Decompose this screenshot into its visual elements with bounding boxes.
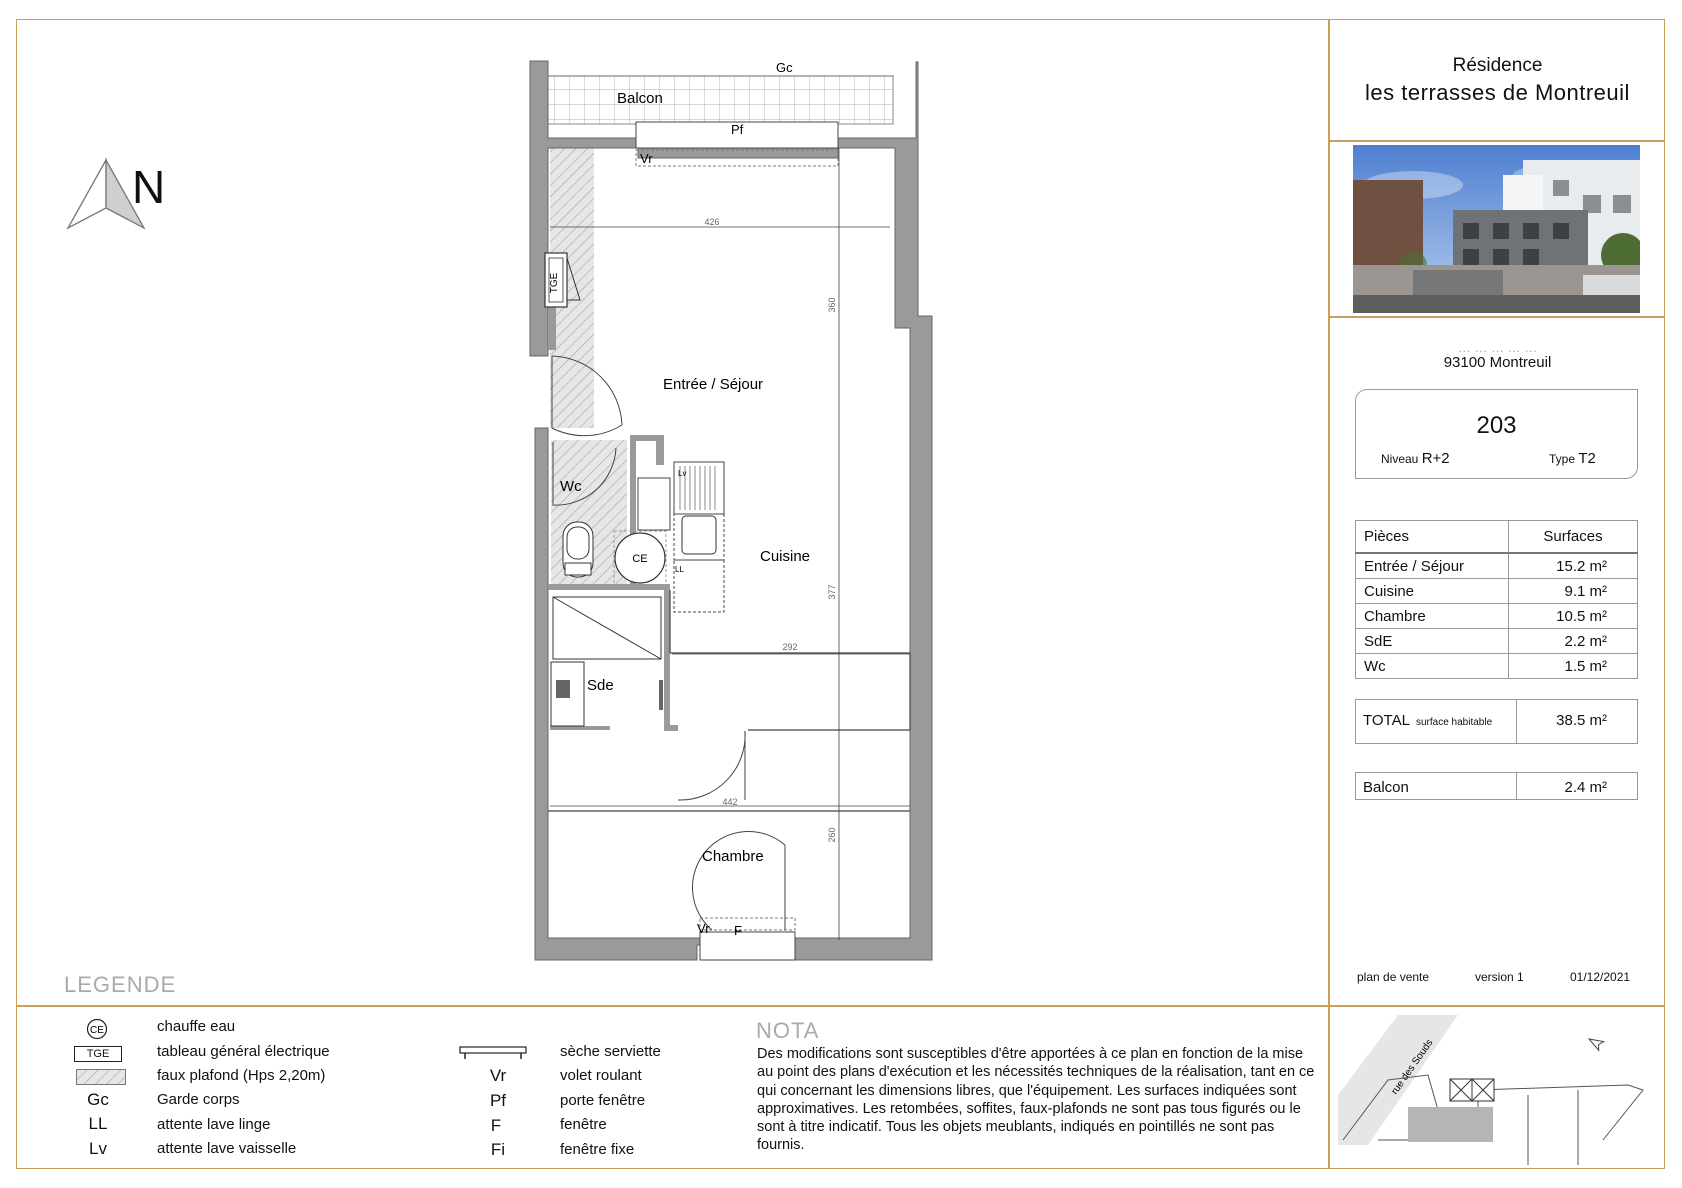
type-label: Type <box>1549 452 1576 466</box>
lot-level <box>1381 450 1450 467</box>
title-block-divider <box>1328 19 1330 1169</box>
room-label-chambre: Chambre <box>702 848 764 865</box>
dimension-label: 377 <box>827 584 837 600</box>
toilet-icon <box>563 522 593 577</box>
total-value: 38.5 m² <box>1556 712 1607 729</box>
room-name: Entrée / Séjour <box>1356 553 1509 579</box>
room-surface: 2.2 m² <box>1509 629 1638 654</box>
roller-shutter-bottom <box>700 918 795 930</box>
total-title: TOTAL <box>1363 712 1410 729</box>
total-subtitle: surface habitable <box>1415 717 1493 728</box>
balcon-value: 2.4 m² <box>1564 779 1607 796</box>
legend-symbol: Fi <box>490 1140 506 1159</box>
doc-date: 01/12/2021 <box>1570 970 1631 984</box>
legend-text: fenêtre <box>560 1116 607 1133</box>
room-surface: 1.5 m² <box>1509 654 1638 679</box>
balcon-split <box>1516 773 1517 799</box>
room-name: Wc <box>1356 654 1509 679</box>
room-label-cuisine: Cuisine <box>760 548 811 565</box>
table-row <box>1356 654 1638 679</box>
legend-text: volet roulant <box>560 1067 642 1084</box>
address-line2: 93100 Montreuil <box>1443 354 1552 371</box>
floor-plan <box>525 55 945 970</box>
legend-symbol: F <box>490 1116 502 1135</box>
legend-text: sèche serviette <box>560 1043 661 1060</box>
room-label-sejour: Entrée / Séjour <box>663 376 764 393</box>
room-surface: 9.1 m² <box>1509 579 1638 604</box>
level-value: R+2 <box>1421 450 1450 467</box>
ce-label: CE <box>632 553 648 565</box>
towel-dryer-icon <box>459 1046 527 1060</box>
legend-text: porte fenêtre <box>560 1092 646 1109</box>
building-photo <box>1353 145 1640 313</box>
vr-bottom-label: Vr <box>697 921 710 936</box>
legend-symbol: Gc <box>87 1090 109 1109</box>
hatch-icon <box>76 1069 126 1085</box>
total-box <box>1355 699 1638 744</box>
legend-symbol: Lv <box>89 1139 107 1158</box>
tge-label: TGE <box>549 272 560 294</box>
legend-text: chauffe eau <box>157 1018 236 1035</box>
room-label-sde: Sde <box>587 677 614 694</box>
col-header-surfaces: Surfaces <box>1509 521 1638 554</box>
room-name: SdE <box>1356 629 1509 654</box>
table-row <box>1356 579 1638 604</box>
boxed-tge-icon <box>68 1042 128 1062</box>
room-label-balcon: Balcon <box>617 90 663 107</box>
total-label <box>1363 712 1492 729</box>
surfaces-table <box>1355 520 1638 679</box>
legend-symbol: Vr <box>489 1066 507 1085</box>
legend-symbol: Pf <box>489 1091 507 1110</box>
room-name: Cuisine <box>1356 579 1509 604</box>
balcon-box <box>1355 772 1638 800</box>
legend-text: faux plafond (Hps 2,20m) <box>157 1067 326 1084</box>
residence-title-line2: les terrasses de Montreuil <box>1365 80 1630 105</box>
lot-number: 203 <box>1476 412 1517 439</box>
legend-divider <box>16 1005 1665 1007</box>
svg-text:CE: CE <box>90 1025 104 1036</box>
balcon-label: Balcon <box>1363 779 1409 796</box>
lot-box <box>1355 389 1638 479</box>
north-label: N <box>132 161 166 213</box>
type-value: T2 <box>1578 450 1596 467</box>
site-plan <box>1338 1015 1656 1165</box>
address-line1: … … … … … <box>1457 340 1538 355</box>
balcony-floor <box>548 76 893 124</box>
legend-symbol: LL <box>88 1114 108 1133</box>
room-surface: 10.5 m² <box>1509 604 1638 629</box>
dimension-label: 442 <box>722 797 738 807</box>
legend-text: fenêtre fixe <box>560 1141 635 1158</box>
sink-icon <box>682 516 716 554</box>
dimension-label: 426 <box>704 217 720 227</box>
ll-label: LL <box>675 565 684 574</box>
room-name: Chambre <box>1356 604 1509 629</box>
room-label-wc: Wc <box>560 478 582 495</box>
table-row <box>1356 629 1638 654</box>
legend-title: LEGENDE <box>64 972 177 997</box>
table-row <box>1356 604 1638 629</box>
nota-text: Des modifications sont susceptibles d'être apportées à ce plan en fonction de la mise au point des plans d'exécution et les nécessités techniques de la réalisation, tant en ce qui concernant les dimensions libres, que l'équipement. Les surfaces indiquées sont approximatives. Les retombées, soffites, faux-plafonds ne sont pas tous figurés ou le sont à titre indicatif. Tous les objets meublants, indiqués en pointillés ne sont pas fournis. <box>757 1046 1315 1154</box>
lot-type <box>1549 450 1596 467</box>
f-label: F <box>734 923 742 938</box>
title-divider-1 <box>1328 140 1665 142</box>
gc-label: Gc <box>776 60 793 75</box>
dimension-label: 260 <box>827 827 837 843</box>
total-split <box>1516 700 1517 743</box>
legend-text: tableau général électrique <box>157 1043 330 1060</box>
room-surface: 15.2 m² <box>1509 553 1638 579</box>
towel-dryer <box>659 680 663 710</box>
legend-symbol: TGE <box>74 1046 122 1062</box>
site-plan-lot <box>1408 1107 1493 1142</box>
washbasin-tap <box>556 680 570 698</box>
pf-label: Pf <box>731 122 744 137</box>
dimension-label: 360 <box>827 297 837 313</box>
legend-text: Garde corps <box>157 1091 240 1108</box>
circle-ce-icon <box>86 1018 108 1040</box>
title-divider-2 <box>1328 316 1665 318</box>
doc-type: plan de vente <box>1357 970 1430 984</box>
nota-title: NOTA <box>756 1018 820 1043</box>
legend-text: attente lave linge <box>157 1116 271 1133</box>
level-label: Niveau <box>1381 452 1419 466</box>
lv-label: Lv <box>678 469 687 478</box>
doc-version: version 1 <box>1475 970 1524 984</box>
table-row <box>1356 553 1638 579</box>
dimension-label: 292 <box>782 642 798 652</box>
col-header-rooms: Pièces <box>1356 521 1509 554</box>
vr-top-label: Vr <box>640 151 653 166</box>
residence-title-line1: Résidence <box>1452 55 1543 76</box>
legend-text: attente lave vaisselle <box>157 1140 297 1157</box>
street-label: rue des Souds <box>1389 1037 1436 1097</box>
